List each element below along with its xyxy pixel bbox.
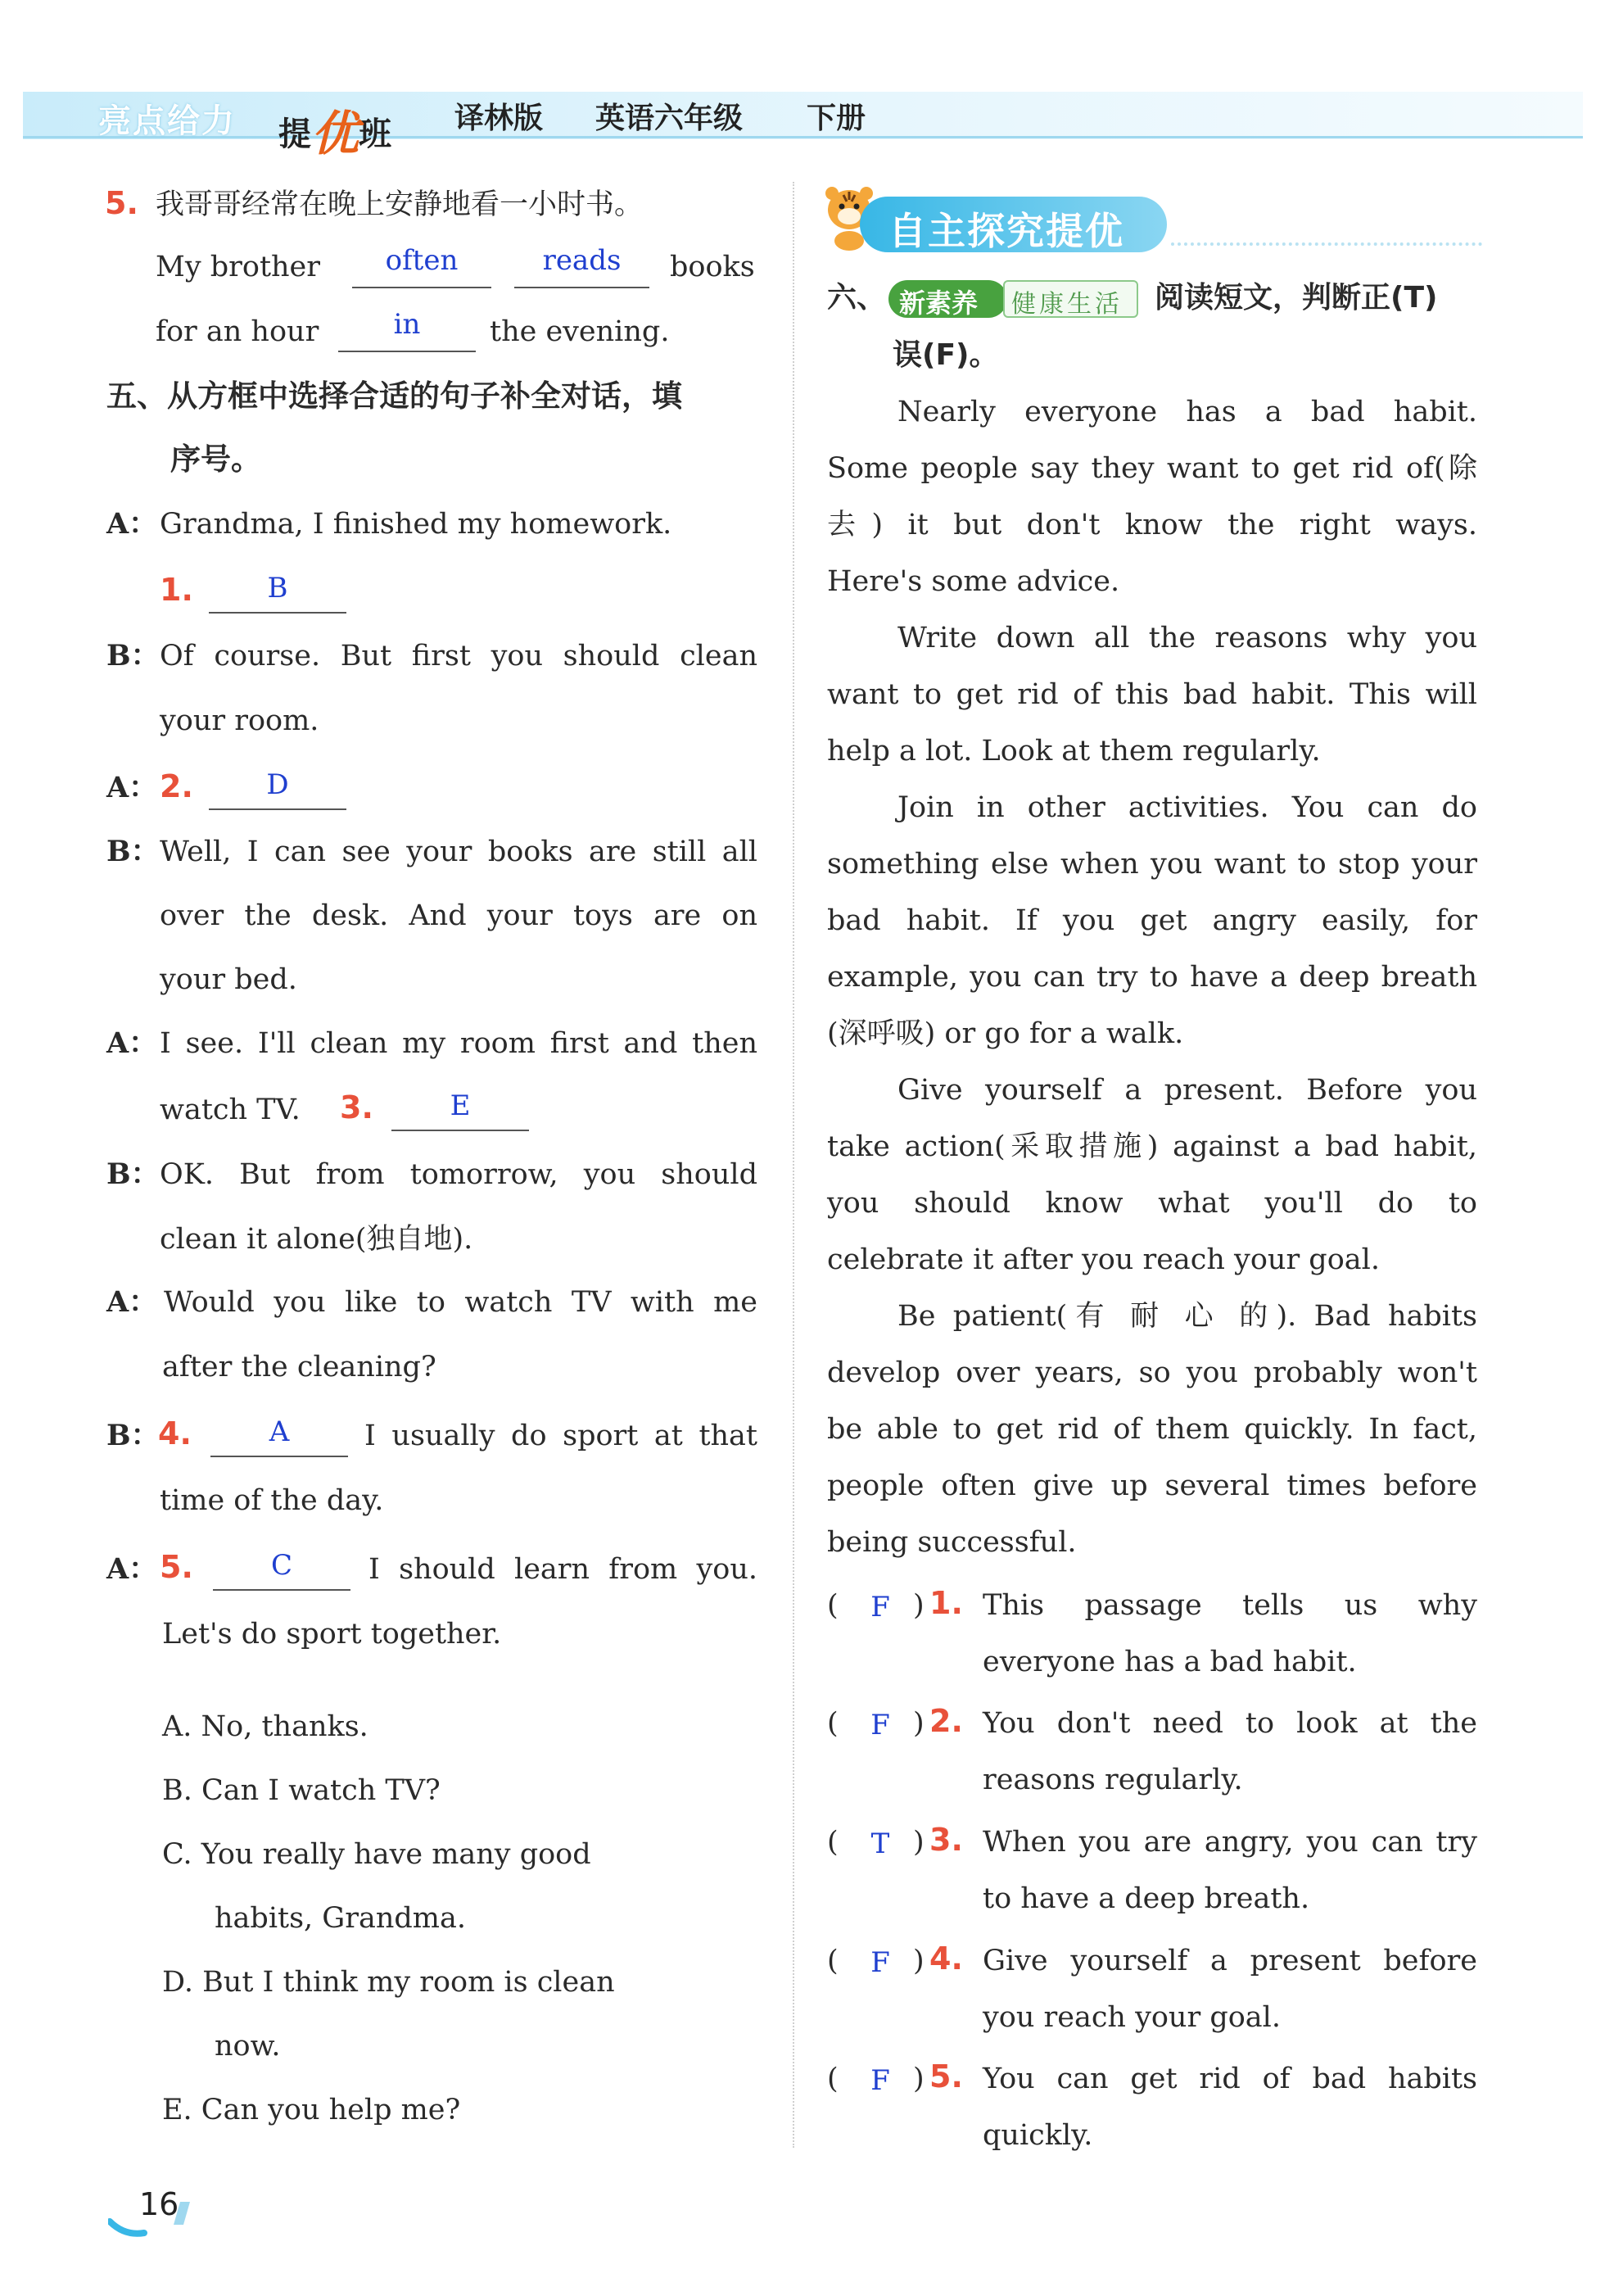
tf-number: 2. <box>929 1703 963 1739</box>
tf-number: 1. <box>929 1585 963 1621</box>
section-title: 自主探究提优 <box>888 209 1124 253</box>
tf-statement: This passage tells us why <box>983 1589 1477 1622</box>
option-b: B. Can I watch TV? <box>162 1774 441 1807</box>
brand-title: 提优班 <box>278 106 392 161</box>
dialogue-line: over the desk. And your toys are on <box>160 899 757 932</box>
answer-often: often <box>385 244 459 277</box>
question-number: 5. <box>105 185 138 221</box>
passage-line: Write down all the reasons why you <box>897 622 1477 654</box>
tf-statement: Give yourself a present before <box>983 1945 1477 1977</box>
tf-answer: T <box>870 1827 890 1860</box>
answer-5: C <box>270 1549 292 1582</box>
passage-line: want to get rid of this bad habit. This will <box>827 678 1477 711</box>
tf-statement-cont: reasons regularly. <box>983 1764 1243 1796</box>
passage-line: example, you can try to have a deep breath <box>827 961 1477 994</box>
passage-line: develop over years, so you probably won't <box>827 1356 1477 1389</box>
dialogue-line: OK. But from tomorrow, you should <box>160 1158 757 1191</box>
answer-blank <box>210 1456 348 1457</box>
passage-line: celebrate it after you reach your goal. <box>827 1243 1380 1276</box>
speaker-a: A： <box>106 1026 158 1060</box>
dialogue-line: after the cleaning? <box>162 1351 436 1383</box>
tf-bracket: ( <box>827 2063 839 2095</box>
dialogue-line: I should learn from you. <box>368 1553 757 1586</box>
header-band <box>23 92 1583 139</box>
answer-reads: reads <box>542 244 622 277</box>
passage-line: Here's some advice. <box>827 565 1120 598</box>
blank-number: 2. <box>160 768 193 804</box>
speaker-a: A： <box>106 507 158 541</box>
tf-statement-cont: to have a deep breath. <box>983 1882 1310 1915</box>
dialogue-line: I see. I'll clean my room first and then <box>160 1027 757 1060</box>
option-c: C. You really have many good <box>162 1838 591 1871</box>
passage-line: being successful. <box>827 1526 1077 1559</box>
passage-line: you should know what you'll do to <box>827 1187 1477 1220</box>
edition-label: 译林版 <box>454 102 544 135</box>
answer-3: E <box>450 1089 471 1122</box>
option-d: D. But I think my room is clean <box>162 1966 615 1999</box>
passage-line: be able to get rid of them quickly. In fact, <box>827 1413 1477 1446</box>
blank-number: 4. <box>158 1415 192 1451</box>
passage-line: Join in other activities. You can do <box>897 791 1477 824</box>
answer-4: A <box>269 1415 290 1448</box>
blank-number: 3. <box>340 1089 373 1125</box>
blank-number: 5. <box>160 1549 193 1585</box>
dialogue-line: Of course. But first you should clean <box>160 640 757 672</box>
sentence-start: My brother <box>156 251 320 283</box>
chinese-sentence: 我哥哥经常在晚上安静地看一小时书。 <box>156 188 644 221</box>
tf-statement-cont: you reach your goal. <box>983 2001 1281 2034</box>
dialogue-line: Let's do sport together. <box>162 1618 502 1651</box>
tf-statement: You can get rid of bad habits <box>983 2063 1477 2095</box>
section-title-dots <box>1171 242 1482 246</box>
dialogue-line: your room. <box>160 704 319 737</box>
passage-line: bad habit. If you get angry easily, for <box>827 904 1477 937</box>
answer-in: in <box>393 308 421 341</box>
dialogue-line: your bed. <box>160 963 297 996</box>
tf-bracket: ( <box>827 1707 839 1740</box>
subject-label: 英语六年级 <box>595 102 744 135</box>
tf-bracket: ( <box>827 1945 839 1977</box>
answer-blank <box>338 351 476 352</box>
dialogue-line: Would you like to watch TV with me <box>164 1286 757 1319</box>
passage-line: something else when you want to stop your <box>827 848 1477 881</box>
speaker-b: B： <box>106 1157 160 1191</box>
tf-bracket: ( <box>827 1826 839 1859</box>
answer-blank <box>209 612 346 614</box>
badge-new-literacy-text: 新素养 <box>899 288 979 319</box>
speaker-b: B： <box>106 1419 160 1452</box>
dialogue-line: watch TV. <box>160 1094 301 1126</box>
header-rule <box>23 136 1583 138</box>
dialogue-line: Well, I can see your books are still all <box>160 836 757 868</box>
tf-answer: F <box>870 1946 890 1979</box>
passage-line: Be patient(有 耐 心 的). Bad habits <box>897 1300 1477 1333</box>
option-d-cont: now. <box>215 2030 281 2063</box>
passage-line: help a lot. Look at them regularly. <box>827 735 1321 768</box>
tf-bracket: ) <box>913 2063 925 2095</box>
badge-healthy-life-text: 健康生活 <box>1011 290 1123 319</box>
speaker-a: A： <box>106 1552 158 1586</box>
tf-number: 4. <box>929 1941 963 1977</box>
answer-1: B <box>267 572 288 605</box>
page-number: 16 <box>139 2186 179 2222</box>
tf-statement: When you are angry, you can try <box>983 1826 1477 1859</box>
section-five-title: 五、从方框中选择合适的句子补全对话，填 <box>106 378 682 414</box>
tf-number: 5. <box>929 2058 963 2094</box>
speaker-b: B： <box>106 639 160 672</box>
volume-label: 下册 <box>807 102 866 135</box>
sentence-end: the evening. <box>490 315 670 348</box>
brand-logo-text: 亮点给力 <box>98 102 236 140</box>
answer-blank <box>352 287 491 288</box>
section-five-title-cont: 序号。 <box>170 442 261 477</box>
answer-blank <box>391 1130 529 1131</box>
passage-line: take action(采取措施) against a bad habit, <box>827 1130 1477 1163</box>
speaker-a: A： <box>106 771 158 804</box>
dialogue-line: I usually do sport at that <box>364 1420 757 1452</box>
tf-answer: F <box>870 1591 890 1624</box>
dialogue-line: time of the day. <box>160 1484 384 1517</box>
passage-line: people often give up several times before <box>827 1470 1477 1502</box>
passage-line: Give yourself a present. Before you <box>897 1074 1477 1107</box>
dialogue-line: clean it alone(独自地). <box>160 1223 473 1256</box>
tf-statement: You don't need to look at the <box>983 1707 1477 1740</box>
answer-2: D <box>266 768 289 801</box>
instruction: 阅读短文，判断正(T) <box>1155 281 1438 315</box>
passage-line: Nearly everyone has a bad habit. <box>897 396 1477 428</box>
tf-number: 3. <box>929 1822 963 1858</box>
option-e: E. Can you help me? <box>162 2094 461 2126</box>
instruction-cont: 误(F)。 <box>893 338 999 372</box>
option-a: A. No, thanks. <box>162 1710 368 1743</box>
speaker-b: B： <box>106 835 160 868</box>
passage-line: Some people say they want to get rid of(除 <box>827 452 1477 485</box>
tf-statement-cont: everyone has a bad habit. <box>983 1646 1357 1678</box>
tf-bracket: ) <box>913 1707 925 1740</box>
passage-line: 去) it but don't know the right ways. <box>827 509 1477 541</box>
answer-blank <box>514 287 649 288</box>
tf-answer: F <box>870 1709 890 1741</box>
passage-line: (深呼吸) or go for a walk. <box>827 1017 1184 1050</box>
option-c-cont: habits, Grandma. <box>215 1902 466 1935</box>
answer-blank <box>209 808 346 810</box>
tf-bracket: ) <box>913 1589 925 1622</box>
sentence-start: for an hour <box>156 315 319 348</box>
tf-answer: F <box>870 2064 890 2097</box>
tf-bracket: ) <box>913 1826 925 1859</box>
speaker-a: A： <box>106 1285 158 1319</box>
sentence-end: books <box>670 251 755 283</box>
tf-bracket: ) <box>913 1945 925 1977</box>
answer-blank <box>213 1589 350 1591</box>
tf-bracket: ( <box>827 1589 839 1622</box>
question-six-label: 六、 <box>827 281 887 315</box>
blank-number: 1. <box>160 572 193 608</box>
tf-statement-cont: quickly. <box>983 2119 1093 2152</box>
dialogue-line: Grandma, I finished my homework. <box>160 508 672 541</box>
column-divider <box>793 182 794 2148</box>
